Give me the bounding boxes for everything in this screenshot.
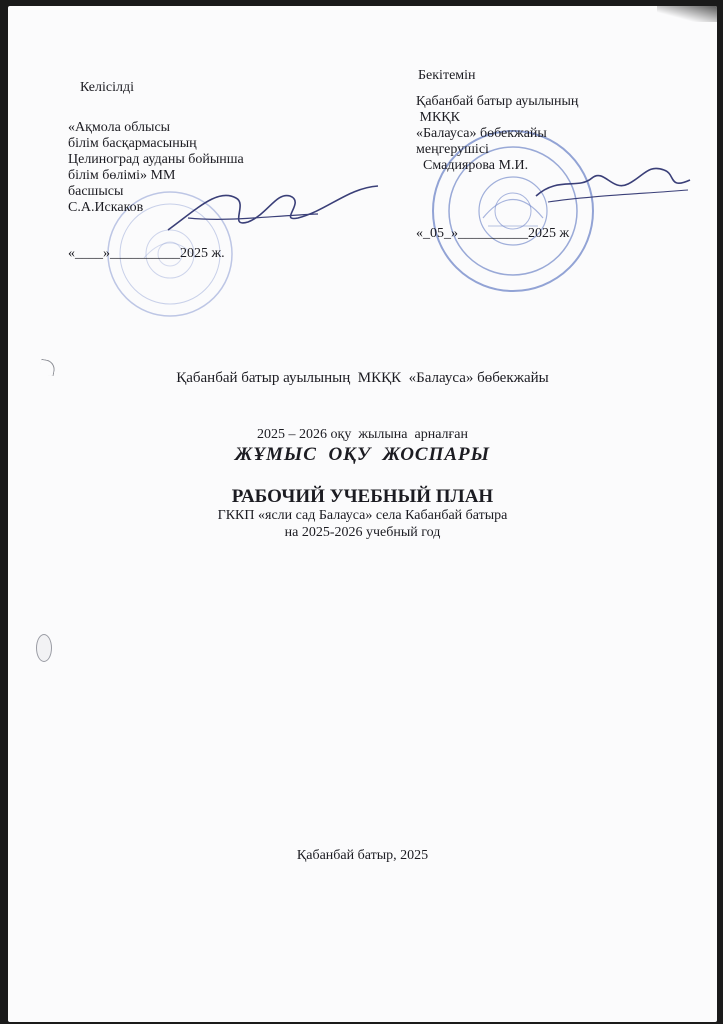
approved-label: Бекітемін [418, 68, 476, 83]
punch-hole-icon [36, 634, 52, 662]
academic-year-ru: на 2025-2026 учебный год [284, 525, 441, 540]
agreed-line: басшысы [68, 184, 124, 199]
agreed-line: «Ақмола облысы [68, 120, 171, 135]
agreed-label: Келісілді [80, 80, 134, 95]
agreed-line: білім бөлімі» ММ [68, 168, 176, 183]
agreed-block [68, 120, 244, 216]
agreed-line: Целиноград ауданы бойынша [68, 152, 244, 167]
place-and-year: Қабанбай батыр, 2025 [296, 848, 429, 863]
approved-line: Қабанбай батыр ауылының [416, 94, 579, 109]
approved-line: Смадиярова М.И. [416, 158, 529, 173]
organization-name-kz: Қабанбай батыр ауылының МКҚК «Балауса» бөбекжайы [176, 370, 549, 386]
approved-line: меңгерушісі [416, 142, 489, 157]
document-page [8, 6, 717, 1022]
document-title-kz: ЖҰМЫС ОҚУ ЖОСПАРЫ [234, 444, 491, 465]
approved-block [416, 94, 578, 174]
organization-name-ru: ГККП «ясли сад Балауса» села Кабанбай батыра [217, 508, 508, 523]
approved-line: МКҚК [416, 110, 460, 125]
document-title-ru: РАБОЧИЙ УЧЕБНЫЙ ПЛАН [231, 486, 494, 507]
agreed-date: «____»__________2025 ж. [68, 246, 225, 261]
academic-year-kz: 2025 – 2026 оқу жылына арналған [257, 427, 468, 442]
approved-line: «Балауса» бөбекжайы [416, 126, 547, 141]
approved-date: «_05_»__________2025 ж [416, 226, 570, 241]
scan-shadow [657, 6, 717, 22]
agreed-line: С.А.Искаков [68, 200, 144, 215]
agreed-line: білім басқармасының [68, 136, 197, 151]
